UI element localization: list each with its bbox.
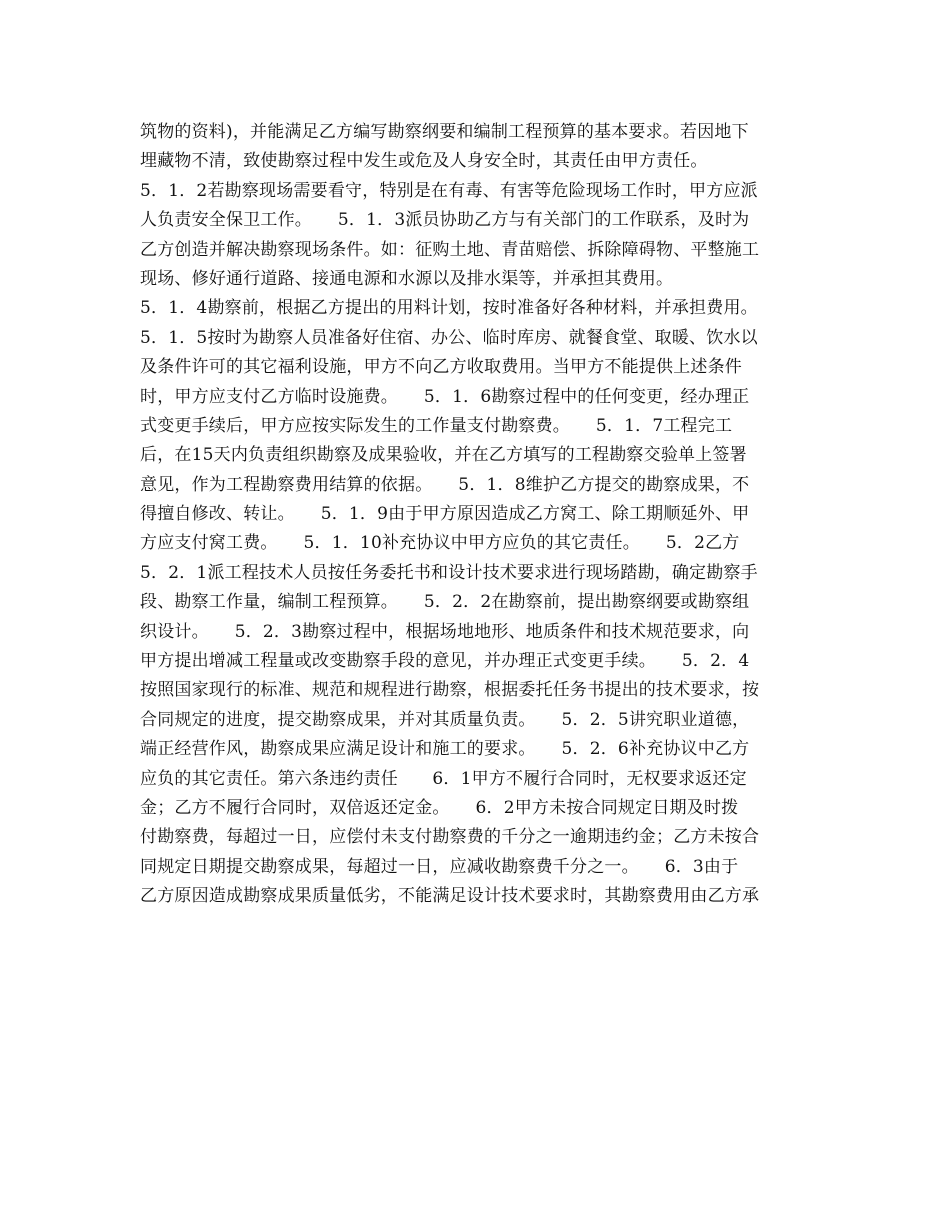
- text-line: 5．1．5按时为勘察人员准备好住宿、办公、临时库房、就餐食堂、取暖、饮水以: [140, 327, 758, 348]
- text-line: 现场、修好通行道路、接通电源和水源以及排水渠等，并承担其费用。: [140, 268, 674, 289]
- text-line: 埋藏物不清，致使勘察过程中发生或危及人身安全时，其责任由甲方责任。: [140, 151, 708, 172]
- text-line: 及条件许可的其它福利设施，甲方不向乙方收取费用。当甲方不能提供上述条件: [140, 357, 742, 378]
- text-line: 合同规定的进度，提交勘察成果，并对其质量负责。 5．2．5讲究职业道德，: [140, 709, 750, 730]
- text-line: 5．1．4勘察前，根据乙方提出的用料计划，按时准备好各种材料，并承担费用。: [140, 298, 758, 319]
- text-line: 意见，作为工程勘察费用结算的依据。 5．1．8维护乙方提交的勘察成果，不: [140, 474, 750, 495]
- text-line: 织设计。 5．2．3勘察过程中，根据场地地形、地质条件和技术规范要求，向: [140, 621, 750, 642]
- document-body: [140, 118, 820, 912]
- text-line: 筑物的资料)，并能满足乙方编写勘察纲要和编制工程预算的基本要求。若因地下: [140, 122, 749, 142]
- text-line: 甲方提出增减工程量或改变勘察手段的意见，并办理正式变更手续。 5．2．4: [140, 651, 750, 672]
- text-line: 乙方创造并解决勘察现场条件。如：征购土地、青苗赔偿、拆除障碍物、平整施工: [140, 239, 760, 260]
- text-line: 后，在15天内负责组织勘察及成果验收，并在乙方填写的工程勘察交验单上签署: [140, 445, 747, 466]
- text-line: 5．1．2若勘察现场需要看守，特别是在有毒、有害等危险现场工作时，甲方应派: [140, 180, 758, 201]
- text-line: 付勘察费，每超过一日，应偿付未支付勘察费的千分之一逾期违约金；乙方未按合: [140, 827, 760, 848]
- text-line: 应负的其它责任。第六条违约责任 6．1甲方不履行合同时，无权要求返还定: [140, 768, 747, 789]
- text-line: 端正经营作风，勘察成果应满足设计和施工的要求。 5．2．6补充协议中乙方: [140, 739, 750, 760]
- text-line: 人负责安全保卫工作。 5．1．3派员协助乙方与有关部门的工作联系，及时为: [140, 210, 750, 231]
- text-line: 段、勘察工作量，编制工程预算。 5．2．2在勘察前，提出勘察纲要或勘察组: [140, 592, 750, 613]
- text-line: 方应支付窝工费。 5．1．10补充协议中甲方应负的其它责任。 5．2乙方: [140, 533, 740, 554]
- text-line: 式变更手续后，甲方应按实际发生的工作量支付勘察费。 5．1．7工程完工: [140, 415, 733, 436]
- text-line: 按照国家现行的标准、规范和规程进行勘察，根据委托任务书提出的技术要求，按: [140, 680, 760, 701]
- text-line: 时，甲方应支付乙方临时设施费。 5．1．6勘察过程中的任何变更，经办理正: [140, 386, 750, 407]
- text-line: 得擅自修改、转让。 5．1．9由于甲方原因造成乙方窝工、除工期顺延外、甲: [140, 504, 750, 525]
- text-line: 乙方原因造成勘察成果质量低劣，不能满足设计技术要求时，其勘察费用由乙方承: [140, 886, 760, 907]
- text-line: 金；乙方不履行合同时，双倍返还定金。 6．2甲方未按合同规定日期及时拨: [140, 797, 739, 818]
- text-line: 5．2．1派工程技术人员按任务委托书和设计技术要求进行现场踏勘，确定勘察手: [140, 562, 758, 583]
- text-line: 同规定日期提交勘察成果，每超过一日，应减收勘察费千分之一。 6．3由于: [140, 856, 739, 877]
